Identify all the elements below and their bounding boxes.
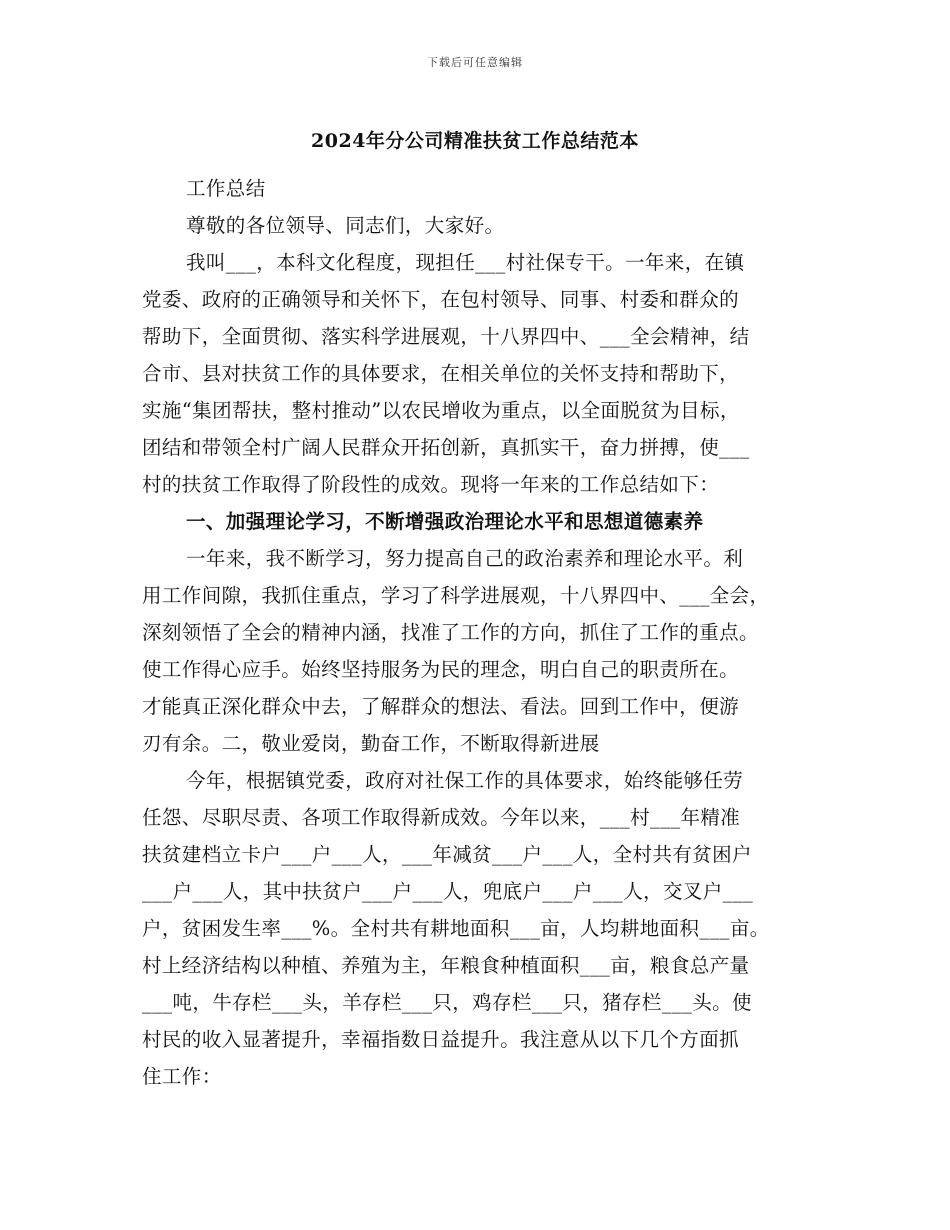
paragraph-line: 才能真正深化群众中去，了解群众的想法、看法。回到工作中，便游: [142, 695, 740, 718]
paragraph-line: 村的扶贫工作取得了阶段性的成效。现将一年来的工作总结如下：: [142, 473, 720, 496]
paragraph-line: 用工作间隙，我抓住重点，学习了科学进展观，十八界四中、___全会，: [142, 584, 770, 607]
paragraph-line: 任怨、尽职尽责、各项工作取得新成效。今年以来，___村___年精准: [142, 806, 741, 829]
greeting-line: 尊敬的各位领导、同志们，大家好。: [186, 214, 505, 237]
paragraph-line: 实施“集团帮扶，整村推动”以农民增收为重点，以全面脱贫为目标，: [142, 399, 740, 422]
salutation-heading: 工作总结: [186, 177, 266, 200]
paragraph-line: 刃有余。二，敬业爱岗，勤奋工作，不断取得新进展: [142, 732, 600, 755]
paragraph-line: 使工作得心应手。始终坚持服务为民的理念，明白自己的职责所在。: [142, 658, 740, 681]
paragraph-line: ___吨，牛存栏___头，羊存栏___只，鸡存栏___只，猪存栏___头。使: [142, 991, 752, 1014]
paragraph-line: 深刻领悟了全会的精神内涵，找准了工作的方向，抓住了工作的重点。: [142, 621, 759, 644]
paragraph-line: 团结和带领全村广阔人民群众开拓创新，真抓实干，奋力拼搏，使___: [142, 436, 750, 459]
paragraph-line: 今年，根据镇党委，政府对社保工作的具体要求，始终能够任劳: [186, 769, 744, 792]
paragraph-line: ___户___人，其中扶贫户___户___人，兜底户___户___人，交叉户___: [142, 880, 754, 903]
paragraph-line: 帮助下，全面贯彻、落实科学进展观，十八界四中、___全会精神，结: [142, 325, 750, 348]
document-title: 2024年分公司精准扶贫工作总结范本: [311, 130, 639, 152]
document-body: [142, 170, 814, 1095]
paragraph-line: 村民的收入显著提升，幸福指数日益提升。我注意从以下几个方面抓: [142, 1028, 740, 1051]
paragraph-line: 扶贫建档立卡户___户___人，___年减贫___户___人，全村共有贫困户: [142, 843, 752, 866]
paragraph-line: 一年来，我不断学习，努力提高自己的政治素养和理论水平。利: [186, 547, 744, 570]
paragraph-line: 村上经济结构以种植、养殖为主，年粮食种植面积___亩，粮食总产量: [142, 954, 750, 977]
section-heading: 一、加强理论学习，不断增强政治理论水平和思想道德素养: [186, 510, 704, 533]
paragraph-line: 合市、县对扶贫工作的具体要求，在相关单位的关怀支持和帮助下，: [142, 362, 740, 385]
paragraph-line: 户，贫困发生率___%。全村共有耕地面积___亩，人均耕地面积___亩。: [142, 917, 770, 940]
paragraph-line: 我叫___，本科文化程度，现担任___村社保专干。一年来，在镇: [186, 251, 745, 274]
paragraph-line: 住工作：: [142, 1065, 222, 1088]
header-note: 下载后可任意编辑: [427, 56, 523, 69]
paragraph-line: 党委、政府的正确领导和关怀下，在包村领导、同事、村委和群众的: [142, 288, 740, 311]
